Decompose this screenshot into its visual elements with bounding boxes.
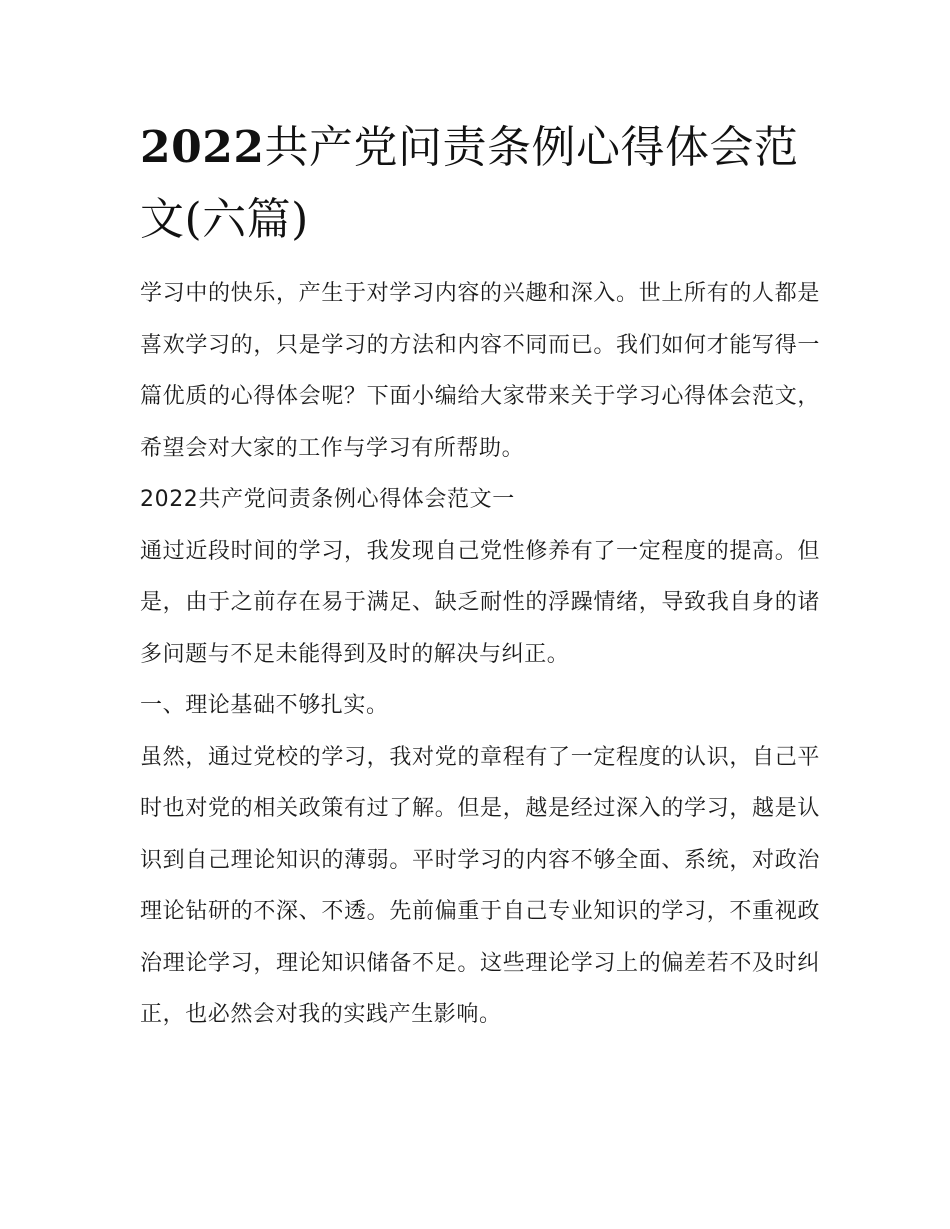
title-text: 共产党问责条例心得体会范文(六篇) xyxy=(140,122,799,245)
section-heading: 2022共产党问责条例心得体会范文一 xyxy=(140,487,515,512)
body-paragraph: 虽然，通过党校的学习，我对党的章程有了一定程度的认识，自己平时也对党的相关政策有过了解。但是，越是经过深入的学习，越是认识到自己理论知识的薄弱。平时学习的内容不够全面、系统，对政治理论钻研的不深、不透。先前偏重于自己专业知识的学习，不重视政治理论学习，理论知识储备不足。这些理论学习上的偏差若不及时纠正，也必然会对我的实践产生影响。 xyxy=(140,744,820,1027)
intro-paragraph: 学习中的快乐，产生于对学习内容的兴趣和深入。世上所有的人都是喜欢学习的，只是学习的方法和内容不同而已。我们如何才能写得一篇优质的心得体会呢？下面小编给大家带来关于学习心得体会范文，希望会对大家的工作与学习有所帮助。 xyxy=(140,281,820,461)
document-content xyxy=(140,112,820,1041)
title-year: 2022 xyxy=(140,122,265,173)
document-title xyxy=(140,112,820,256)
sub-heading: 一、理论基础不够扎实。 xyxy=(140,693,389,718)
body-paragraph: 通过近段时间的学习，我发现自己党性修养有了一定程度的提高。但是，由于之前存在易于满足、缺乏耐性的浮躁情绪，导致我自身的诸多问题与不足未能得到及时的解决与纠正。 xyxy=(140,538,820,667)
